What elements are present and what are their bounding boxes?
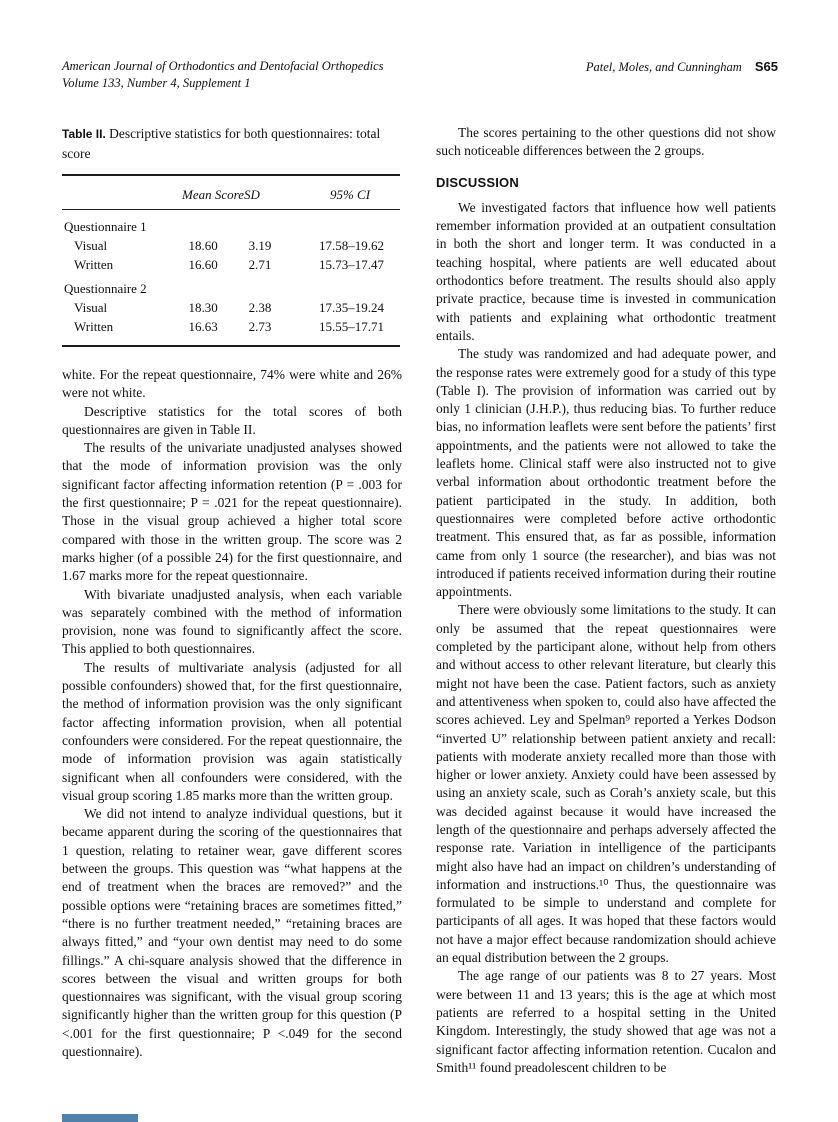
section-heading-discussion: DISCUSSION <box>436 174 519 190</box>
table-row: Visual 18.60 3.19 17.58–19.62 <box>74 238 384 253</box>
table-caption <box>62 124 402 163</box>
table-row: Questionnaire 1 <box>64 219 147 234</box>
paragraph: white. For the repeat questionnaire, 74% were white and 26% were not white. <box>62 367 402 401</box>
paragraph: The results of the univariate unadjusted analyses showed that the mode of information provision was the only significant factor affecting information retention (P = .003 for the first questionnaire; P = .021 for the repeat questionnaire). Those in the visual group achieved a higher total score compared with those in the written group. The score was 2 marks higher (of a possible 24) for the first questionnaire, and 1.67 marks more for the repeat questionnaire. <box>62 440 402 584</box>
running-authors: Patel, Moles, and Cunningham <box>585 60 742 74</box>
journal-volume-line: Volume 133, Number 4, Supplement 1 <box>62 76 251 90</box>
table-header-sd: SD <box>244 187 260 202</box>
table-body <box>62 210 400 345</box>
table-row: Questionnaire 2 <box>64 281 147 296</box>
page-bottom-blue-fragment <box>62 1114 138 1122</box>
left-column <box>62 124 402 1061</box>
table-header-ci: 95% CI <box>329 187 371 202</box>
table-row: Visual 18.30 2.38 17.35–19.24 <box>74 300 384 315</box>
table-descriptive-statistics <box>62 174 400 347</box>
journal-identification <box>62 58 384 92</box>
running-header <box>62 58 778 92</box>
table-row: Written 16.60 2.71 15.73–17.47 <box>74 257 384 272</box>
paragraph: The age range of our patients was 8 to 27 years. Most were between 11 and 13 years; this is the age at which most patients are referred to a hospital setting in the United Kingdom. Interestingly, the study showed that age was not a significant factor affecting information retention. Cucalon and Smith¹¹ found preadolescent children to be <box>436 968 776 1075</box>
table-header-stub <box>62 185 182 204</box>
table-header-row <box>62 176 400 210</box>
table-caption-label: Table II. <box>62 127 106 141</box>
paragraph: Descriptive statistics for the total scores of both questionnaires are given in Table II. <box>62 403 402 437</box>
left-column-text <box>62 366 402 1061</box>
paragraph: The results of multivariate analysis (adjusted for all possible confounders) showed that, for the first questionnaire, the method of information provision was the only significant factor affecting information provision, when all potential confounders were considered. For the repeat questionnaire, the mode of information provision was again statistically significant when all confounders were considered, with the visual group scoring 1.85 marks more than the written group. <box>62 659 402 803</box>
table-header-mean-score: Mean Score <box>182 187 244 202</box>
paragraph: The study was randomized and had adequate power, and the response rates were extremely good for a study of this type (Table I). The provision of information was carried out by only 1 clinician (J.H.P.), thus reducing bias. To further reduce bias, no information leaflets were sent before the patients’ first appointments, and the patients were not allowed to take the leaflets home. Clinical staff were also instructed not to give verbal information about orthodontic treatment before the patient participated in the study. In addition, both questionnaires were completed before active orthodontic treatment. This ensured that, as far as possible, information came from only 1 source (the researcher), and bias was not introduced if patients received information during their routine appointments. <box>436 346 776 600</box>
paragraph: We investigated factors that influence how well patients remember information provided at an outpatient consultation in both the short and longer term. It was conducted in a teaching hospital, where patients are well educated about orthodontics before treatment. The results should also apply private practice, because time is invested in communication with patients and explaining what orthodontic treatment entails. <box>436 199 776 343</box>
paragraph: With bivariate unadjusted analysis, when each variable was separately combined with the method of information provision, none was found to significantly affect the score. This applied to both questionnaires. <box>62 586 402 657</box>
page-number: S65 <box>754 59 778 74</box>
paragraph: The scores pertaining to the other questions did not show such noticeable differences between the 2 groups. <box>436 125 776 159</box>
table-row: Written 16.63 2.73 15.55–17.71 <box>74 319 384 334</box>
paragraph: We did not intend to analyze individual questions, but it became apparent during the scoring of the questionnaires that 1 question, relating to retainer wear, gave different scores between the groups. This question was “what happens at the end of treatment when the braces are removed?” and the possible options were “retaining braces are sometimes fitted,” “there is no further treatment needed,” “retaining braces are always fitted,” and “your own dentist may need to do some fillings.” A chi-square analysis showed that the difference in scores between the visual and written groups for both questionnaires was significant, with the visual group scoring significantly higher than the written group for this question (P <.001 for the first questionnaire; P <.049 for the second questionnaire). <box>62 806 402 1059</box>
right-column <box>436 124 776 1077</box>
table-caption-text: Descriptive statistics for both questionnaires: total score <box>62 126 381 161</box>
journal-title: American Journal of Orthodontics and Dentofacial Orthopedics <box>62 59 384 73</box>
running-head-right <box>586 58 778 76</box>
paragraph: There were obviously some limitations to the study. It can only be assumed that the repeat questionnaires were completed by the participant alone, without help from others and without access to other relevant literature, but clearly this might not have been the case. Patient factors, such as anxiety and attentiveness when spoken to, could also have affected the scores achieved. Ley and Spelman⁹ reported a Yerkes Dodson “inverted U” relationship between patient anxiety and recall: patients with moderate anxiety recalled more than those with higher or lower anxiety. Anxiety could have been assessed by using an anxiety scale, such as Corah’s anxiety scale, but this was decided against because it would have increased the length of the questionnaire and perhaps adversely affected the response rate. Variation in intelligence of the participants might also have had an impact on children’s understanding of information and instructions.¹⁰ Thus, the questionnaire was formulated to be simple to understand and complete for participants of all ages. It was hoped that these factors would not have a major effect because randomization should achieve an equal distribution between the 2 groups. <box>436 602 776 966</box>
